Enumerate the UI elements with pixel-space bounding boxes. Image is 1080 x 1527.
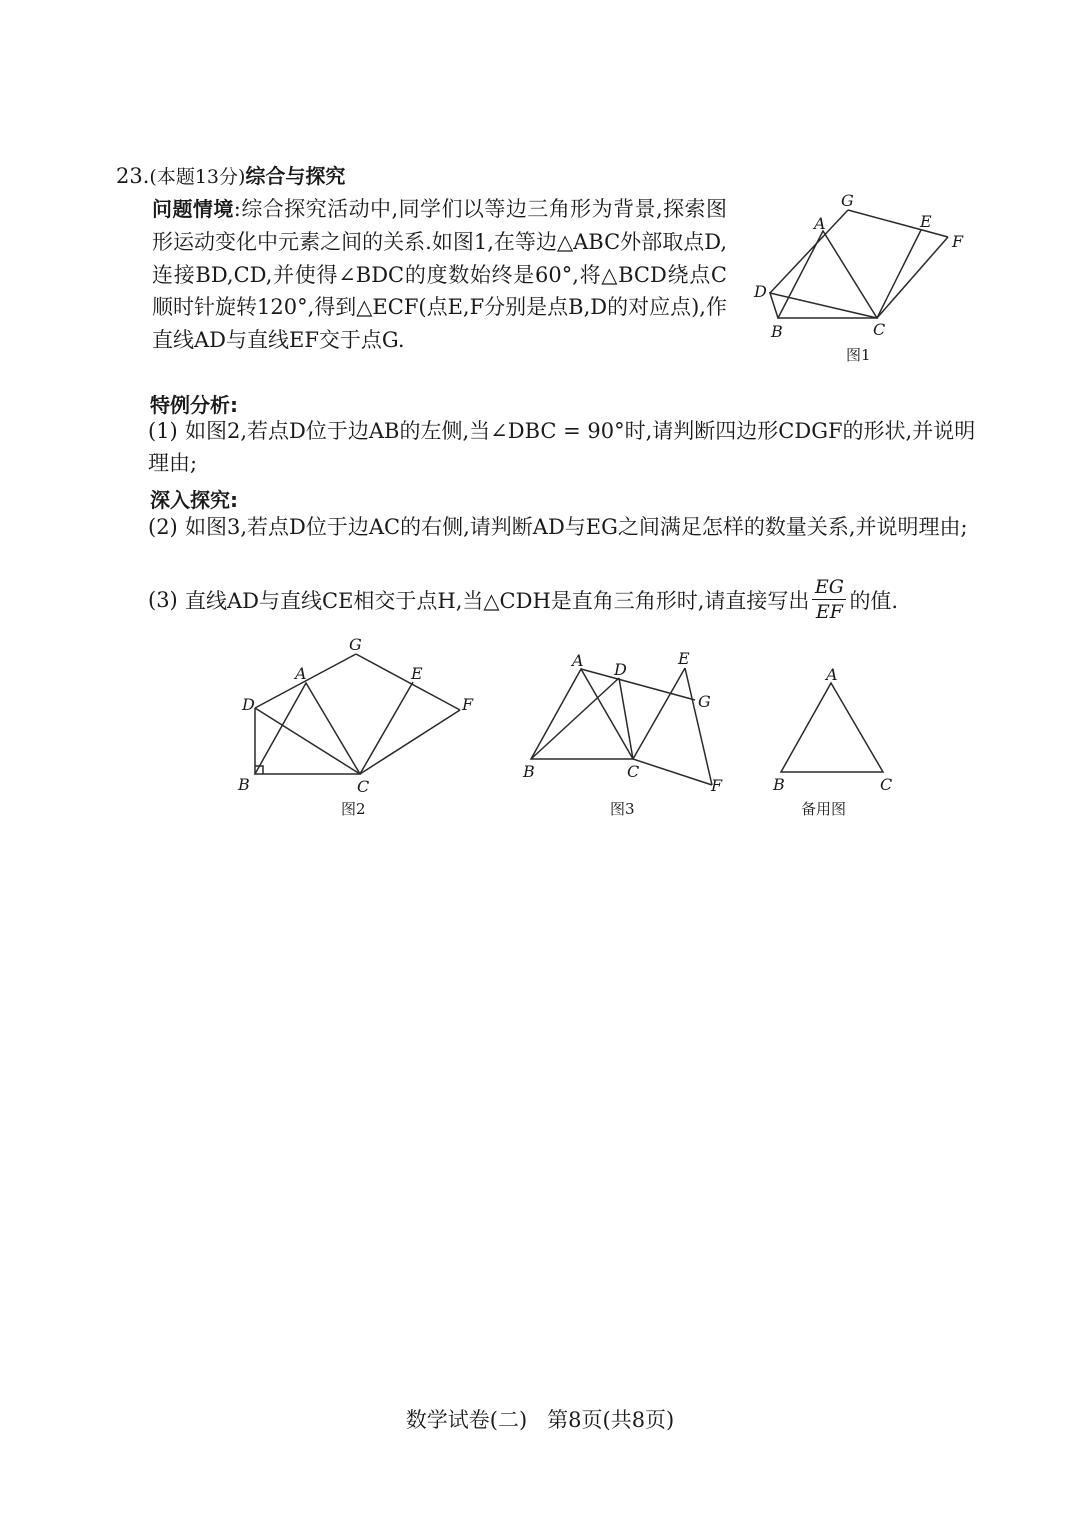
- problem-context: [152, 193, 727, 357]
- q3-text-before: 直线AD与直线CE相交于点H,当△CDH是直角三角形时,请直接写出: [185, 588, 810, 613]
- question-title: 综合与探究: [245, 164, 346, 188]
- fig1-caption: 图1: [846, 346, 871, 364]
- spare-triangle-abc: [781, 683, 883, 772]
- fig2-label-e: E: [411, 664, 423, 683]
- fig3-label-c: C: [627, 762, 640, 781]
- fig2-line-gf: [356, 654, 460, 710]
- fig2-label-c: C: [357, 777, 370, 796]
- fig1-line-gf: [848, 210, 948, 237]
- fig1-triangle-abc: [778, 231, 877, 318]
- question-points: (本题13分): [149, 166, 246, 188]
- fig1-label-e: E: [920, 212, 932, 231]
- spare-label-c: C: [880, 775, 893, 794]
- question-1: [148, 415, 983, 479]
- fig1-line-ce: [877, 230, 921, 318]
- fig3-label-e: E: [678, 649, 690, 668]
- fig3-line-cf: [633, 759, 712, 785]
- q2-number: (2): [148, 515, 178, 539]
- footer-subject: 数学试卷(二): [405, 1408, 528, 1432]
- section-special: 特例分析:: [150, 393, 238, 417]
- fig2-line-cf: [360, 710, 460, 774]
- q3-number: (3): [148, 587, 178, 612]
- spare-label-a: A: [826, 665, 838, 684]
- context-lead: 问题情境: [152, 197, 234, 221]
- q3-fraction-denominator: EF: [815, 601, 843, 623]
- q3-fraction-bar: [812, 599, 846, 600]
- question-2: [148, 511, 983, 543]
- figure-1: [752, 193, 982, 373]
- fig1-label-d: D: [754, 282, 767, 301]
- fig2-caption: 图2: [341, 800, 366, 818]
- fig1-label-c: C: [873, 320, 886, 339]
- figure-2: [230, 632, 490, 822]
- figure-3: [515, 646, 740, 822]
- fig1-label-a: A: [814, 214, 826, 233]
- footer-page: 第8页(共8页): [547, 1408, 675, 1432]
- fig2-label-g: G: [349, 635, 362, 654]
- fig1-line-bdc: [770, 293, 877, 318]
- page-footer: [0, 1404, 1080, 1434]
- q3-fraction-numerator: EG: [814, 576, 844, 598]
- question-3: [148, 576, 898, 623]
- fig1-label-g: G: [841, 191, 854, 210]
- spare-caption: 备用图: [801, 800, 847, 818]
- fig3-label-g: G: [698, 692, 711, 711]
- q1-number: (1): [148, 419, 178, 443]
- fig3-line-ef: [685, 668, 712, 785]
- figure-spare: [765, 660, 905, 822]
- fig2-label-d: D: [242, 695, 255, 714]
- q3-text-after: 的值.: [849, 588, 899, 613]
- fig3-label-b: B: [523, 762, 535, 781]
- fig3-caption: 图3: [610, 800, 635, 818]
- q2-text: 如图3,若点D位于边AC的右侧,请判断AD与EG之间满足怎样的数量关系,并说明理由;: [185, 515, 968, 539]
- fig1-line-cf: [877, 237, 948, 318]
- fig1-label-f: F: [952, 232, 964, 251]
- question-number: 23.: [116, 164, 150, 188]
- fig1-label-b: B: [771, 322, 783, 341]
- fig3-label-d: D: [614, 660, 627, 679]
- q3-fraction: [812, 576, 846, 623]
- fig3-line-ce: [633, 668, 685, 759]
- fig2-line-ce: [360, 682, 413, 774]
- fig2-line-dc: [255, 708, 360, 774]
- fig3-line-bd: [531, 678, 619, 759]
- fig2-label-b: B: [238, 775, 250, 794]
- fig3-label-a: A: [572, 651, 584, 670]
- fig2-label-f: F: [462, 695, 474, 714]
- fig3-label-f: F: [711, 776, 723, 795]
- fig3-line-ag: [581, 669, 695, 700]
- question-header: [116, 160, 345, 189]
- context-text: :综合探究活动中,同学们以等边三角形为背景,探索图形运动变化中元素之间的关系.如图1,在等边△ABC外部取点D,连接BD,CD,并使得∠BDC的度数始终是60°,将△BCD绕点C顺时针旋转120°,得到△ECF(点E,F分别是点B,D的对应点),作直线AD与直线EF交于点G.: [152, 197, 727, 353]
- fig2-triangle-abc: [255, 683, 360, 774]
- spare-label-b: B: [773, 775, 785, 794]
- section-deep: 深入探究:: [150, 488, 238, 512]
- q1-text: 如图2,若点D位于边AB的左侧,当∠DBC = 90°时,请判断四边形CDGF的形状,并说明理由;: [148, 419, 976, 475]
- fig2-label-a: A: [295, 664, 307, 683]
